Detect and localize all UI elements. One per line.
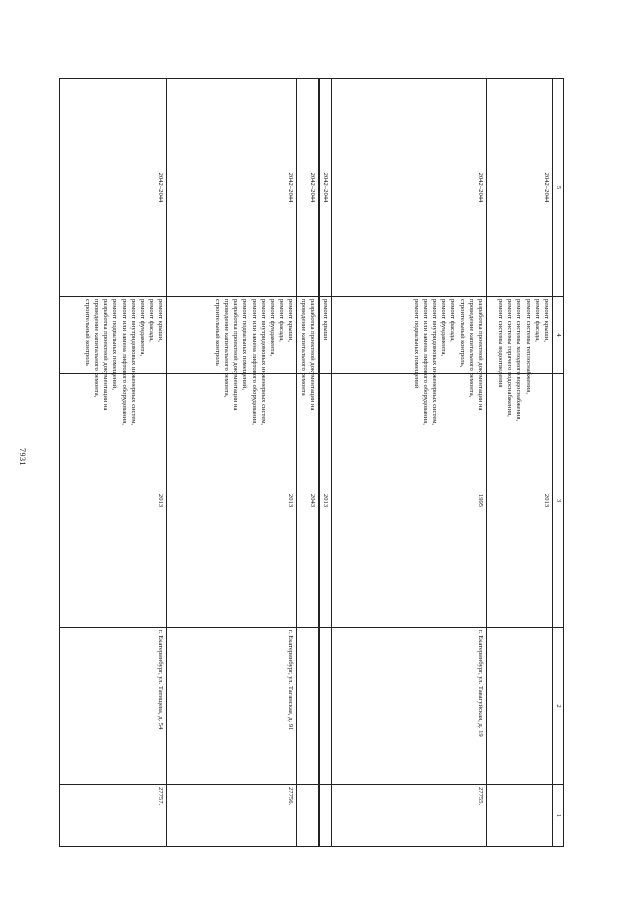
address-cell [319, 628, 332, 785]
period-cell: 2042–2044 [319, 79, 332, 297]
year-cell: 1995 [332, 374, 487, 628]
work-item: ремонт системы водоотведения [496, 299, 504, 388]
works-cell [297, 297, 319, 411]
table-row [487, 79, 553, 847]
work-item: проведение капитального ремонта, [222, 299, 230, 398]
work-item: разработка проектной документации на [308, 299, 316, 411]
work-item: ремонт подвальных помещений, [111, 299, 119, 390]
year-cell: 2013 [319, 374, 332, 628]
work-item: ремонт фундамента, [440, 299, 448, 357]
work-item: разработка проектной документации на [102, 299, 110, 411]
row-number-cell: 27756. [167, 785, 297, 847]
work-item: строительный контроль, [458, 299, 466, 368]
works-cell [60, 297, 167, 426]
rotated-table-frame [76, 78, 564, 846]
header-col-4: 4 [553, 297, 564, 374]
work-item: ремонт фасада, [148, 299, 156, 342]
work-item: ремонт крыши, [287, 299, 295, 342]
address-cell: г. Екатеринбург, ул. Татищева, д. 54 [60, 628, 167, 785]
header-col-2: 2 [553, 628, 564, 785]
work-item: проведение капитального ремонта, [92, 299, 100, 398]
table-header-row [553, 79, 564, 847]
table-row [332, 79, 487, 847]
repair-schedule-table [59, 78, 564, 847]
work-item: разработка проектной документации на [232, 299, 240, 411]
table-row [319, 79, 332, 847]
header-col-5: 5 [553, 79, 564, 297]
work-item: проведение капитального ремонта [299, 299, 307, 396]
work-item: ремонт системы холодного водоснабжения, [515, 299, 523, 422]
work-item: разработка проектной документации на [477, 299, 484, 411]
work-item: ремонт или замена лифтового оборудования, [250, 299, 258, 425]
row-number-cell: 27755. [332, 785, 487, 847]
table-row [297, 79, 319, 847]
work-item: ремонт крыши, [543, 299, 550, 342]
address-cell [297, 628, 319, 785]
year-cell: 2013 [167, 374, 297, 628]
works-cell [167, 297, 297, 426]
address-cell: г. Екатеринбург, ул. Таганская, д. 91 [167, 628, 297, 785]
year-cell: 2043 [297, 374, 319, 628]
work-item: ремонт системы горячего водоснабжения, [506, 299, 514, 417]
year-cell: 2013 [60, 374, 167, 628]
work-item: проведение капитального ремонта, [467, 299, 475, 398]
period-cell: 2042–2044 [167, 79, 297, 297]
work-item: ремонт или замена лифтового оборудования, [421, 299, 429, 425]
row-number-cell: 27757. [60, 785, 167, 847]
row-number-cell [319, 785, 332, 847]
work-item: ремонт фундамента, [268, 299, 276, 357]
works-cell [487, 297, 553, 422]
table-row [167, 79, 297, 847]
period-cell: 2042–2044 [487, 79, 553, 297]
address-cell [487, 628, 553, 785]
page-number: 7931 [18, 448, 27, 466]
period-cell: 2042–2044 [297, 79, 319, 297]
work-item: строительный контроль [83, 299, 91, 366]
table-row [60, 79, 167, 847]
work-item: ремонт внутридомовых инженерных систем, [259, 299, 267, 426]
work-item: ремонт фасада, [449, 299, 457, 342]
work-item: ремонт крыши [322, 299, 329, 341]
header-col-1: 1 [553, 785, 564, 847]
works-cell [332, 297, 487, 426]
row-number-cell [487, 785, 553, 847]
row-number-cell [297, 785, 319, 847]
work-item: ремонт внутридомовых инженерных систем, [430, 299, 438, 426]
work-item: ремонт фасада, [278, 299, 286, 342]
work-item: ремонт системы теплоснабжения, [524, 299, 532, 394]
works-cell [319, 297, 332, 374]
work-item: ремонт фундамента, [138, 299, 146, 357]
work-item: строительный контроль [213, 299, 221, 366]
work-item: ремонт или замена лифтового оборудования, [120, 299, 128, 425]
header-col-3: 3 [553, 374, 564, 628]
year-cell: 2013 [487, 374, 553, 628]
address-cell: г. Екатеринбург, ул. Тавагуйская, д. 19 [332, 628, 487, 785]
work-item: ремонт подвальных помещений [412, 299, 420, 389]
work-item: ремонт внутридомовых инженерных систем, [129, 299, 137, 426]
work-item: ремонт подвальных помещений, [241, 299, 249, 390]
work-item: ремонт крыши, [157, 299, 165, 342]
period-cell: 2042–2044 [332, 79, 487, 297]
period-cell: 2042–2044 [60, 79, 167, 297]
work-item: ремонт фасада, [533, 299, 541, 342]
